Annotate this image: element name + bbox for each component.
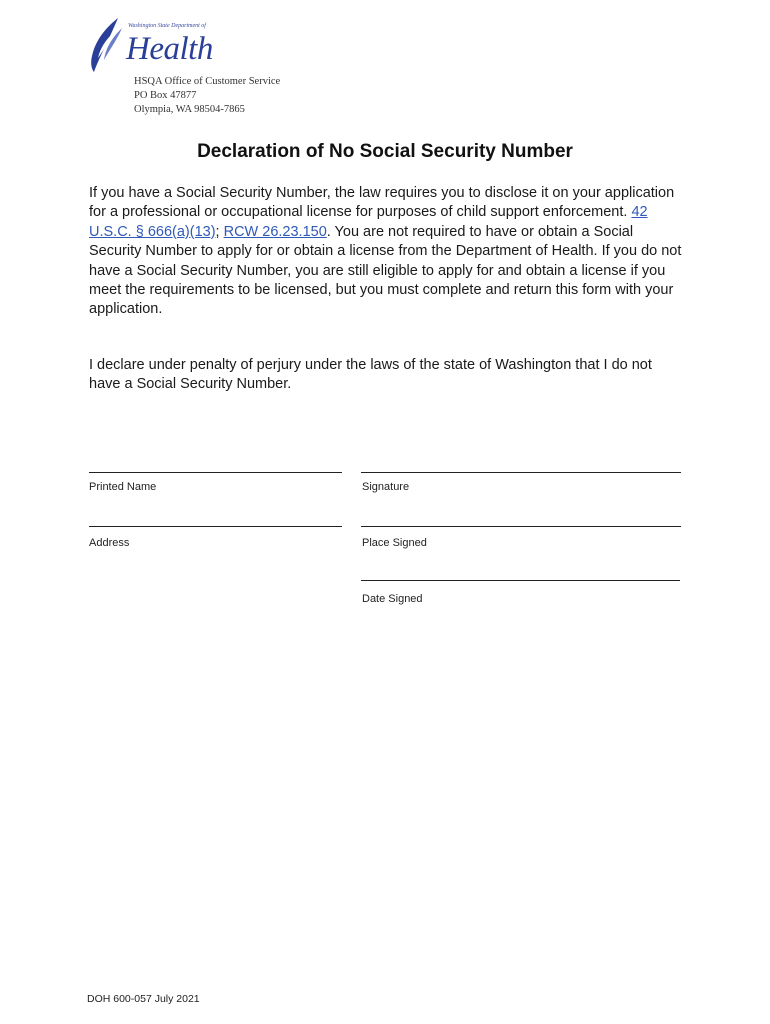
separator-text: ; xyxy=(215,223,224,240)
printed-name-field[interactable] xyxy=(89,472,342,473)
form-number: DOH 600-057 July 2021 xyxy=(87,993,200,1005)
address-line: PO Box 47877 xyxy=(134,90,197,101)
signature-label: Signature xyxy=(362,481,410,493)
place-signed-label: Place Signed xyxy=(362,537,427,549)
date-signed-field[interactable] xyxy=(361,580,680,581)
logo-subtitle: Washington State Department of xyxy=(128,23,206,29)
disclosure-paragraph xyxy=(89,184,687,320)
rcw-link[interactable]: RCW 26.23.150 xyxy=(223,223,327,240)
printed-name-label: Printed Name xyxy=(89,481,157,493)
address-label: Address xyxy=(89,537,130,549)
paragraph-text: . You are not required to have or obtain a Social Security Number to apply for or obtain a license from the Department of Health. If you do not have a Social Security Number, you are still eligible to apply for and obtain a license if you meet the requirements to be licensed, but you must complete and return this form with your application. xyxy=(89,223,682,318)
place-signed-field[interactable] xyxy=(361,526,681,527)
address-line: HSQA Office of Customer Service xyxy=(134,76,281,87)
address-field[interactable] xyxy=(89,526,342,527)
office-address xyxy=(134,75,280,117)
usc-link[interactable]: 42 U.S.C. § 666(a)(13) xyxy=(89,204,648,240)
address-line: Olympia, WA 98504-7865 xyxy=(134,104,245,115)
logo-wordmark: Health xyxy=(126,31,213,67)
declaration-paragraph: I declare under penalty of perjury under the laws of the state of Washington that I do not have a Social Security Number. xyxy=(89,357,652,393)
page-title: Declaration of No Social Security Number xyxy=(197,141,573,162)
doh-logo xyxy=(88,16,218,74)
date-signed-label: Date Signed xyxy=(362,593,423,605)
wheat-emblem-icon xyxy=(88,16,128,74)
signature-field[interactable] xyxy=(361,472,681,473)
paragraph-text: If you have a Social Security Number, the law requires you to disclose it on your application for a professional or occupational license for purposes of child support enforcement. xyxy=(89,185,675,221)
